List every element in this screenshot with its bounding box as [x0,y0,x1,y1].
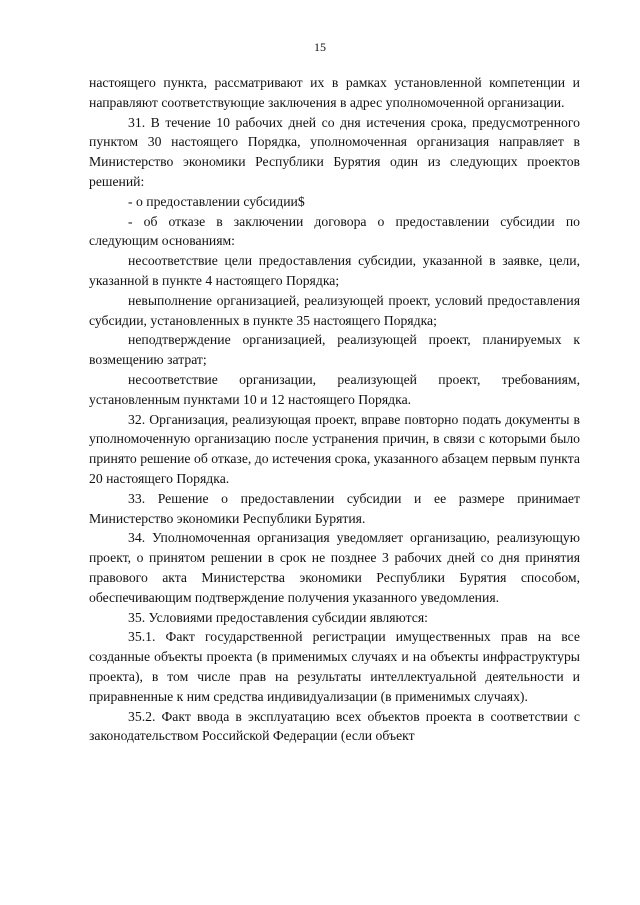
paragraph-35: 35. Условиями предоставления субсидии являются: [128,609,428,625]
refusal-ground-3: неподтверждение организацией, реализующей проект, планируемых к возмещению затрат; [89,332,580,368]
paragraph-continuation: настоящего пункта, рассматривают их в рамках установленной компетенции и направляют соответствующие заключения в адрес уполномоченной организации. [89,75,580,110]
paragraph-33: 33. Решение о предоставлении субсидии и ее размере принимает Министерство экономики Республики Бурятия. [89,490,580,526]
list-item-refusal: - об отказе в заключении договора о предоставлении субсидии по следующим основаниям: [89,213,580,249]
paragraph-32: 32. Организация, реализующая проект, вправе повторно подать документы в уполномоченную организацию после устранения причин, в связи с которыми было принято решение об отказе, до истечения срока, указанного абзацем первым пункта 20 настоящего Порядка. [89,411,580,486]
paragraph-35-2: 35.2. Факт ввода в эксплуатацию всех объектов проекта в соответствии с законодательством Российской Федерации (если объект [89,708,580,744]
paragraph-35-1: 35.1. Факт государственной регистрации имущественных прав на все созданные объекты проекта (в применимых случаях и на объекты инфраструктуры проекта), в том числе прав на результаты интеллектуальной деятельности и приравненные к ним средства индивидуализации (в применимых случаях). [89,629,580,704]
refusal-ground-1: несоответствие цели предоставления субсидии, указанной в заявке, цели, указанной в пункте 4 настоящего Порядка; [89,253,580,288]
refusal-ground-4: несоответствие организации, реализующей проект, требованиям, установленным пунктами 10 и 12 настоящего Порядка. [89,371,580,407]
page-number: 15 [314,40,326,54]
paragraph-31: 31. В течение 10 рабочих дней со дня истечения срока, предусмотренного пунктом 30 настоящего Порядка, уполномоченная организация направляет в Министерство экономики Республики Бурятия один из следующих проектов решений: [89,114,580,189]
refusal-ground-2: невыполнение организацией, реализующей проект, условий предоставления субсидии, установленных в пункте 35 настоящего Порядка; [89,292,580,328]
paragraph-34: 34. Уполномоченная организация уведомляет организацию, реализующую проект, о принятом решении в срок не позднее 3 рабочих дней со дня принятия правового акта Министерства экономики Республики Бурятия способом, обеспечивающим подтверждение получения указанного уведомления. [89,530,580,605]
document-body [89,73,580,746]
list-item-grant: - о предоставлении субсидии$ [128,193,305,209]
